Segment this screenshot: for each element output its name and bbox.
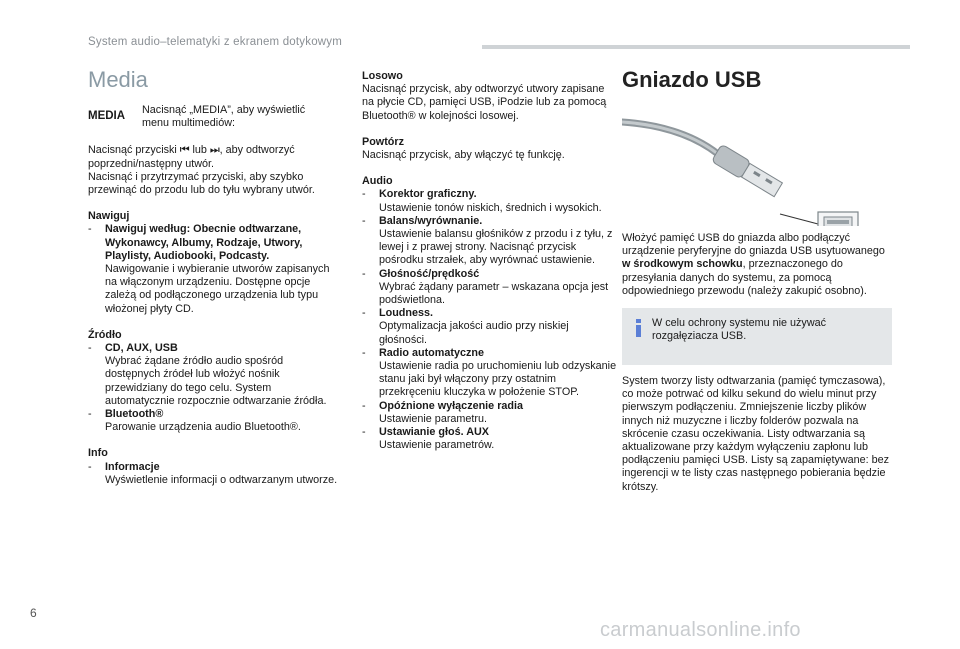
info-item [88, 461, 338, 487]
audio-item-title: Ustawianie głoś. AUX [379, 426, 489, 439]
audio-item-title: Balans/wyrównanie. [379, 214, 483, 227]
shuffle-heading: Losowo [362, 70, 403, 82]
page-number: 6 [30, 606, 37, 620]
audio-item-title: Korektor graficzny. [379, 188, 477, 201]
audio-item [362, 188, 617, 214]
repeat-text: Nacisnąć przycisk, aby włączyć tę funkcję. [362, 149, 565, 162]
source-item-bluetooth [88, 408, 338, 434]
watermark: carmanualsonline.info [600, 619, 801, 641]
audio-item [362, 400, 617, 426]
audio-item [362, 347, 617, 400]
dash-mark: - [362, 426, 366, 439]
source-item-title: Bluetooth® [105, 408, 164, 421]
audio-item-title: Głośność/prędkość [379, 267, 480, 280]
audio-item [362, 215, 617, 268]
audio-item-text: Optymalizacja jakości audio przy niskiej głośności. [379, 320, 569, 346]
audio-item-text: Ustawienie radia po uruchomieniu lub odzyskanie stanu jaki był włączony przy ostatnim przekręceniu kluczyka w położenie STOP. [379, 360, 617, 399]
audio-item-text: Wybrać żądany parametr – wskazana opcja jest podświetlona. [379, 280, 609, 307]
audio-item-text: Ustawienie parametrów. [379, 439, 495, 452]
nav-item-text: Nawigowanie i wybieranie utworów zapisanych na włączonym urządzeniu. Dostępne opcje zależą od podłączonego urządzenia lub typu włożonej płyty CD. [105, 263, 330, 315]
usb-text-bold: w środkowym schowku [622, 258, 743, 271]
playlist-text: System tworzy listy odtwarzania (pamięć tymczasowa), co może potrwać od kilku sekund do wielu minut przy pierwszym podłączeniu. Zmniejszenie liczby plików innych niż muzyczne i liczby folderów pozwala na skrócenie czasu oczekiwania. Listy odtwarzania są aktualizowane przy każdym wyłączeniu zapłonu lub podłączeniu pamięci USB. Listy są zapamiętywane: bez ingerencji w te listy czas następnego pobierania będzie krótszy. [622, 375, 890, 493]
media-key-label: MEDIA [88, 110, 126, 122]
audio-item-title: Opóźnione wyłączenie radia [379, 399, 523, 412]
audio-settings-list [362, 188, 617, 452]
source-item-text: Parowanie urządzenia audio Bluetooth®. [105, 421, 301, 434]
right-column [622, 66, 892, 494]
usb-text-1: Włożyć pamięć USB do gniazda albo podłączyć urządzenie peryferyjne do gniazda USB usytuowanego [622, 232, 885, 258]
audio-item [362, 307, 617, 347]
note-text: W celu ochrony systemu nie używać rozgałęziacza USB. [652, 317, 827, 343]
dash-mark: - [362, 267, 366, 280]
dash-mark: - [88, 408, 92, 421]
usb-instructions [622, 232, 892, 298]
source-heading: Źródło [88, 328, 122, 341]
audio-item-text: Ustawienie balansu głośników z przodu i z tyłu, z lewej i z prawej strony. Nacisnąć przycisk pośrodku strzałek, aby wyrównać ustawienie. [379, 228, 613, 267]
skip-text-1: Nacisnąć przyciski ⏮ lub ⏭, aby odtworzyć poprzedni/następny utwór. [88, 144, 295, 170]
header-bar [482, 45, 910, 49]
media-text: Nacisnąć „MEDIA”, aby wyświetlić menu multimediów: [142, 104, 306, 130]
nav-heading: Nawiguj [88, 210, 130, 223]
source-item-cd [88, 342, 338, 408]
section-header: System audio–telematyki z ekranem dotykowym [88, 36, 343, 48]
dash-mark: - [362, 188, 366, 201]
info-note-icon [632, 319, 646, 337]
usb-text-2: , przeznaczonego do przesyłania danych do systemu, za pomocą odpowiedniego przewodu (należy zakupić osobno). [622, 258, 867, 297]
info-item-text: Wyświetlenie informacji o odtwarzanym utworze. [105, 473, 338, 486]
usb-cable-illustration [622, 106, 892, 226]
audio-item-text: Ustawienie tonów niskich, średnich i wysokich. [379, 201, 602, 214]
repeat-heading: Powtórz [362, 135, 404, 148]
dash-mark: - [362, 346, 366, 359]
media-row [88, 104, 338, 130]
dash-mark: - [88, 223, 92, 236]
info-heading: Info [88, 447, 108, 460]
skip-text-2: Nacisnąć i przytrzymać przyciski, aby szybko przewinąć do przodu lub do tyłu wybrany utwór. [88, 170, 315, 197]
left-column [88, 66, 338, 487]
dash-mark: - [362, 399, 366, 412]
dash-mark: - [362, 307, 366, 320]
audio-item-title: Loudness. [379, 307, 433, 320]
nav-item [88, 223, 338, 315]
source-item-text: Wybrać żądane źródło audio spośród dostępnych źródeł lub włożyć nośnik przewidziany do tego celu. System automatycznie rozpocznie odtwarzanie źródła. [105, 355, 327, 407]
audio-heading: Audio [362, 175, 393, 188]
nav-item-title: Nawiguj według: Obecnie odtwarzane, Wykonawcy, Albumy, Rodzaje, Utwory, Playlisty, Audiobooki, Podcasty. [105, 223, 303, 262]
middle-column [362, 70, 617, 452]
shuffle-text: Nacisnąć przycisk, aby odtworzyć utwory zapisane na płycie CD, pamięci USB, iPodzie lub za pomocą Bluetooth® w kolejności losowej. [362, 83, 607, 122]
dash-mark: - [88, 342, 92, 355]
dash-mark: - [88, 460, 92, 473]
note-box [622, 308, 892, 365]
source-item-title: CD, AUX, USB [105, 342, 178, 355]
audio-item [362, 426, 617, 452]
dash-mark: - [362, 214, 366, 227]
usb-title: Gniazdo USB [622, 67, 762, 92]
audio-item-title: Radio automatyczne [379, 346, 484, 359]
audio-item-text: Ustawienie parametru. [379, 412, 488, 425]
info-item-title: Informacje [105, 460, 160, 473]
audio-item [362, 268, 617, 308]
media-title: Media [88, 67, 148, 92]
